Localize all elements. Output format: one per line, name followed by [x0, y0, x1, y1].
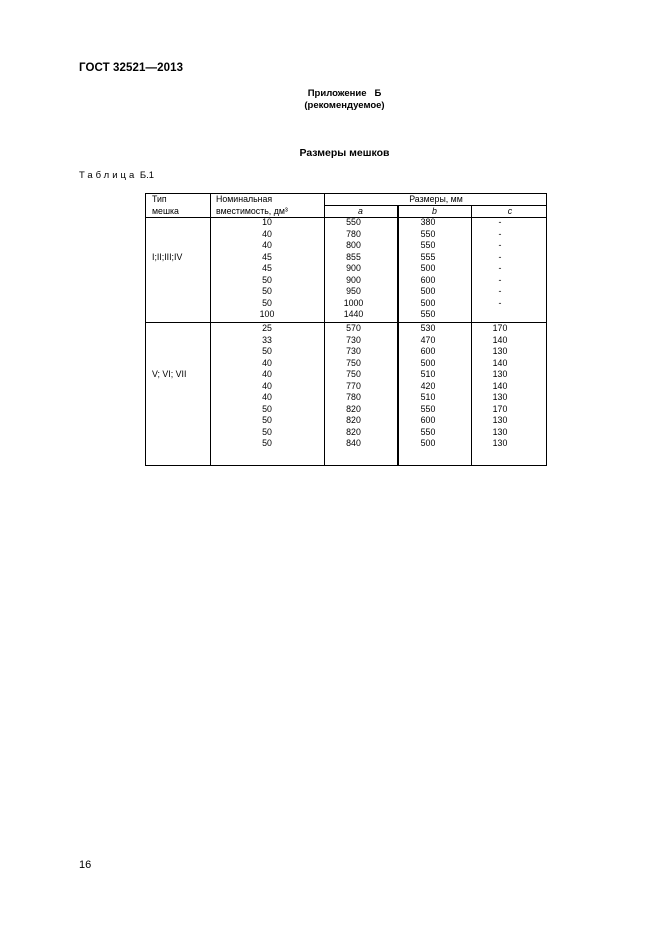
capacity-column-group1 — [210, 217, 324, 321]
table-cell: - — [498, 240, 502, 250]
header-type-line2: мешка — [152, 205, 179, 216]
table-cell: 40 — [262, 380, 272, 391]
table-caption-word: Таблица — [79, 170, 138, 181]
table-cell: 50 — [262, 426, 272, 437]
table-cell: 130 — [492, 369, 508, 379]
appendix-label: Приложение Б — [307, 88, 382, 99]
table-cell: 550 — [420, 228, 436, 239]
header-capacity — [216, 194, 288, 217]
header-b: b — [432, 205, 437, 216]
table-cell: 130 — [492, 415, 508, 425]
table-cell: 140 — [492, 334, 508, 345]
table-cell: 570 — [346, 323, 361, 333]
table-cell: - — [498, 274, 502, 285]
table-cell: 380 — [420, 217, 436, 227]
table-cell: 550 — [420, 309, 436, 319]
table-cell: 550 — [420, 240, 436, 250]
table-cell: - — [498, 263, 502, 273]
table-cell: 45 — [262, 263, 272, 273]
table-cell: 600 — [420, 274, 436, 285]
table-cell: 1440 — [343, 309, 364, 319]
page-number: 16 — [79, 859, 92, 871]
table-cell: 50 — [262, 274, 272, 285]
table-cell: 50 — [262, 346, 272, 356]
b-column-group2 — [398, 323, 458, 450]
table-cell: 1000 — [343, 297, 364, 308]
appendix-heading — [0, 88, 661, 112]
table-cell: 550 — [420, 403, 436, 414]
table-cell: 950 — [346, 286, 361, 296]
table-cell: 900 — [346, 263, 361, 273]
table-cell: - — [498, 228, 502, 239]
table-cell: 820 — [346, 426, 361, 437]
table-cell: 50 — [262, 415, 272, 425]
document-header: ГОСТ 32521—2013 — [79, 62, 184, 74]
table-cell — [472, 309, 528, 321]
table-cell: 550 — [420, 426, 436, 437]
table-cell: 130 — [492, 346, 508, 356]
header-dimensions: Размеры, мм — [409, 194, 463, 204]
table-cell: 50 — [262, 297, 272, 308]
table-cell: 750 — [346, 369, 361, 379]
b-column-group1 — [398, 217, 458, 321]
header-capacity-line1: Номинальная — [216, 194, 273, 204]
a-column-group1 — [324, 217, 383, 321]
c-column-group2 — [472, 323, 528, 450]
capacity-column-group2 — [210, 323, 324, 450]
table-cell: 550 — [346, 217, 361, 227]
table-cell: 770 — [346, 380, 361, 391]
table-cell: 800 — [346, 240, 361, 250]
table-cell: 600 — [420, 415, 436, 425]
table-cell: 820 — [346, 403, 361, 414]
table-cell: 470 — [420, 334, 436, 345]
table-cell: - — [498, 217, 502, 227]
table-cell: 510 — [420, 369, 436, 379]
type-cell-group2: V; VI; VII — [152, 369, 187, 379]
dimensions-table — [145, 193, 547, 466]
table-cell: 50 — [262, 438, 272, 448]
appendix-note: (рекомендуемое) — [304, 100, 385, 111]
table-cell: 500 — [420, 438, 436, 448]
table-cell: 500 — [420, 297, 436, 308]
table-cell: 855 — [346, 251, 361, 262]
table-cell: 130 — [492, 438, 508, 448]
table-cell: 730 — [346, 334, 361, 345]
table-cell: - — [498, 251, 502, 262]
type-cell-group1: I;II;III;IV — [152, 252, 183, 262]
table-cell: 45 — [262, 251, 272, 262]
table-cell: 40 — [262, 392, 272, 402]
section-title: Размеры мешков — [299, 147, 390, 159]
header-c: c — [507, 205, 513, 216]
table-cell: 100 — [259, 309, 275, 319]
table-cell: 140 — [492, 357, 508, 368]
table-cell: 820 — [346, 415, 361, 425]
table-cell: 750 — [346, 357, 361, 368]
table-cell: 500 — [420, 357, 436, 368]
table-cell: 600 — [420, 346, 436, 356]
header-type-line1: Тип — [152, 194, 167, 204]
c-column-group1 — [472, 217, 528, 321]
table-cell: 780 — [346, 228, 361, 239]
table-cell: 170 — [492, 403, 508, 414]
header-a: a — [358, 205, 363, 216]
table-cell: 900 — [346, 274, 361, 285]
table-caption — [79, 170, 154, 181]
header-capacity-line2: вместимость, дм³ — [216, 205, 288, 216]
table-cell: 40 — [262, 357, 272, 368]
table-cell: 500 — [420, 263, 436, 273]
table-cell: 530 — [420, 323, 436, 333]
table-cell: 780 — [346, 392, 361, 402]
table-cell: 840 — [346, 438, 361, 448]
table-cell: - — [498, 297, 502, 308]
table-cell: 50 — [262, 403, 272, 414]
table-cell: 420 — [420, 380, 436, 391]
table-cell: 33 — [262, 334, 272, 345]
table-cell: 555 — [420, 251, 436, 262]
table-cell: 170 — [492, 323, 508, 333]
table-cell: 40 — [262, 228, 272, 239]
table-cell: 40 — [262, 369, 272, 379]
table-caption-number: Б.1 — [137, 170, 155, 181]
table-cell: 130 — [492, 392, 508, 402]
table-cell: 25 — [262, 323, 272, 333]
table-cell: 130 — [492, 426, 508, 437]
a-column-group2 — [324, 323, 383, 450]
table-cell: - — [498, 286, 502, 296]
table-cell: 500 — [420, 286, 436, 296]
table-cell: 40 — [262, 240, 272, 250]
table-cell: 510 — [420, 392, 436, 402]
table-cell: 730 — [346, 346, 361, 356]
header-type — [152, 194, 179, 217]
table-cell: 10 — [262, 217, 272, 227]
table-cell: 140 — [492, 380, 508, 391]
table-cell: 50 — [262, 286, 272, 296]
